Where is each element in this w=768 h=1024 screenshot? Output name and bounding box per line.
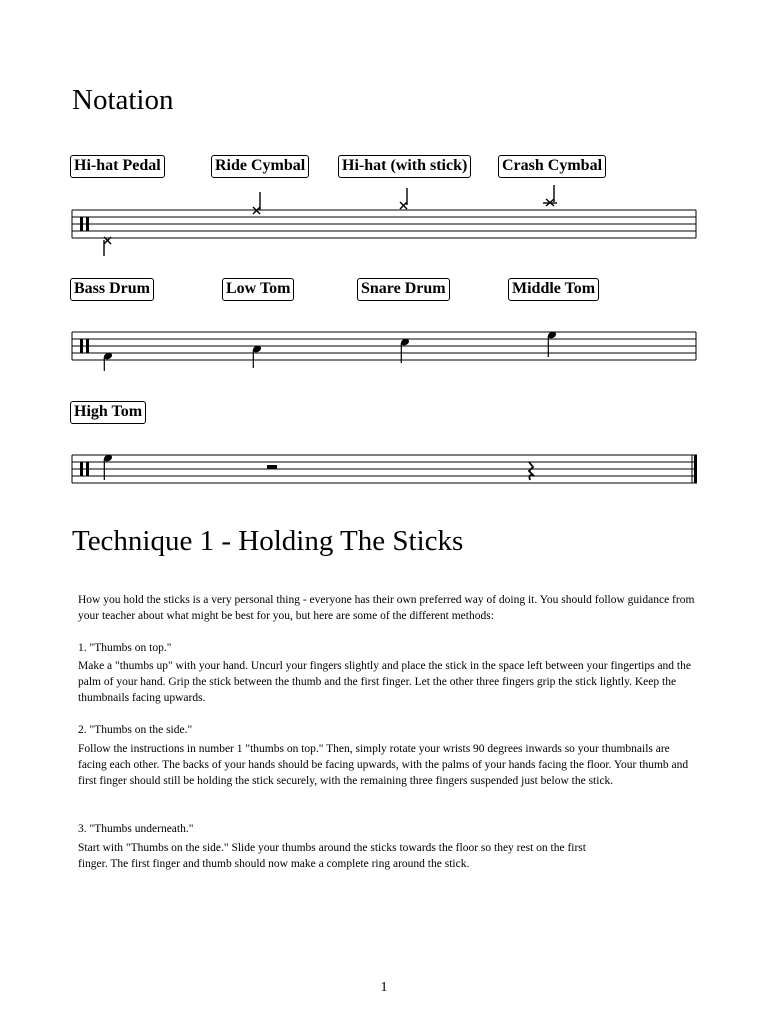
method-2-title: 2. "Thumbs on the side.": [78, 724, 193, 736]
low-tom-note-icon: [252, 344, 262, 368]
crash-cymbal-note-icon: [543, 185, 557, 206]
label-hi-hat-pedal: Hi-hat Pedal: [70, 155, 165, 178]
hi-hat-pedal-note-icon: [104, 237, 111, 256]
method-2-body: Follow the instructions in number 1 "thumbs on top." Then, simply rotate your wrists 90 degrees inwards so your thumbnails are facing each other. The backs of your hands should be facing upwards, with the palms of your hands facing the floor. Your thumb and first finger should still be holding the stick securely, with the remaining three fingers suspended just below the stick.: [78, 743, 689, 787]
technique-heading: Technique 1 - Holding The Sticks: [72, 525, 464, 557]
staff-cymbals: [0, 180, 768, 260]
ride-cymbal-note-icon: [253, 192, 260, 214]
final-barline: [694, 455, 697, 483]
method-1-title: 1. "Thumbs on top.": [78, 642, 172, 654]
staff-high-tom: [0, 440, 768, 490]
quarter-rest-icon: [529, 462, 533, 480]
staff-drums: [0, 305, 768, 375]
label-high-tom: High Tom: [70, 401, 146, 424]
notation-heading: Notation: [72, 84, 174, 116]
method-1-body: Make a "thumbs up" with your hand. Uncurl your fingers slightly and place the stick in the space left between your fingertips and the palm of your hand. Grip the stick between the thumb and the first finger. Let the other three fingers grip the stick lightly. Keep the thumbnails facing upwards.: [78, 660, 691, 704]
page-number: 1: [380, 980, 388, 995]
label-middle-tom: Middle Tom: [508, 278, 599, 301]
label-bass-drum: Bass Drum: [70, 278, 154, 301]
label-crash-cymbal: Crash Cymbal: [498, 155, 606, 178]
intro-paragraph: How you hold the sticks is a very personal thing - everyone has their own preferred way of doing it. You should follow guidance from your teacher about what might be best for you, but here are some of the different methods:: [78, 594, 695, 622]
label-hi-hat-with-stick: Hi-hat (with stick): [338, 155, 471, 178]
snare-drum-note-icon: [400, 337, 410, 363]
bass-drum-note-icon: [103, 351, 113, 371]
label-ride-cymbal: Ride Cymbal: [211, 155, 309, 178]
method-3-body: Start with "Thumbs on the side." Slide your thumbs around the sticks towards the floor so they rest on the first finger. The first finger and thumb should now make a complete ring around the stick.: [78, 842, 586, 870]
label-snare-drum: Snare Drum: [357, 278, 450, 301]
method-3-title: 3. "Thumbs underneath.": [78, 823, 194, 835]
half-rest-icon: [267, 465, 277, 469]
hi-hat-stick-note-icon: [400, 188, 407, 209]
label-low-tom: Low Tom: [222, 278, 294, 301]
